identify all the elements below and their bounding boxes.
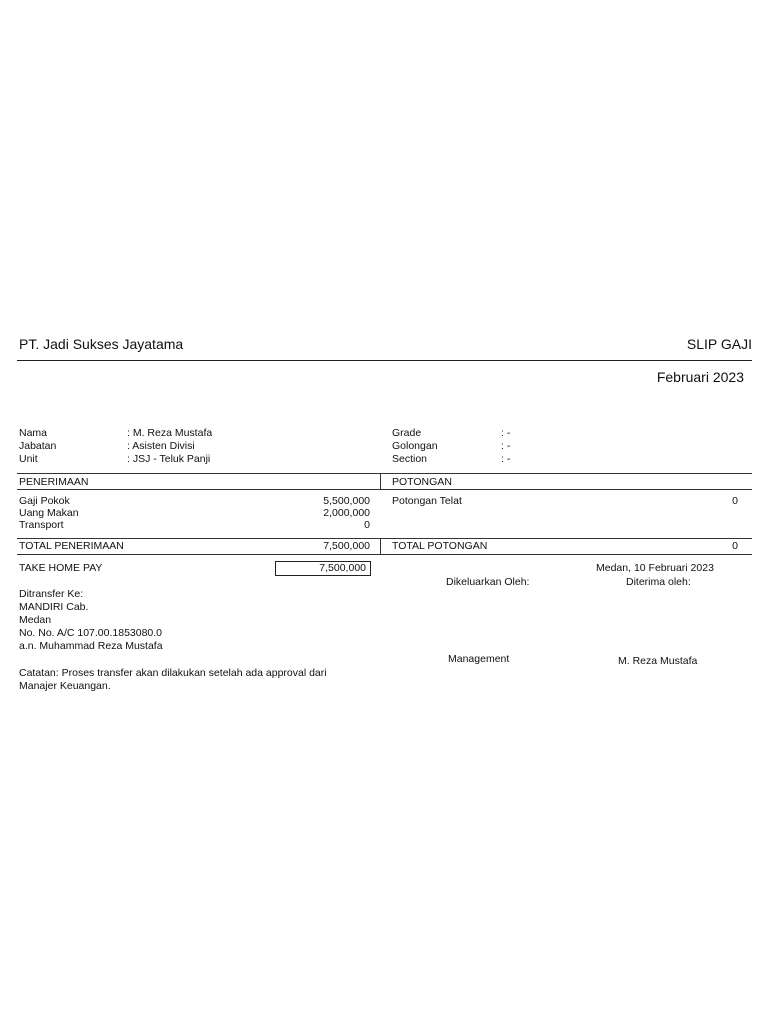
take-home-label: TAKE HOME PAY bbox=[19, 562, 103, 574]
total-deductions-label: TOTAL POTONGAN bbox=[392, 540, 488, 552]
total-earnings-label: TOTAL PENERIMAAN bbox=[19, 540, 124, 552]
place-date: Medan, 10 Februari 2023 bbox=[596, 562, 714, 574]
issuer-name: Management bbox=[448, 653, 510, 665]
unit-label: Unit bbox=[19, 453, 38, 465]
receiver-name: M. Reza Mustafa bbox=[618, 655, 698, 667]
totals-top-rule bbox=[17, 538, 752, 539]
transfer-line-3: Medan bbox=[19, 614, 52, 626]
totals-divider bbox=[380, 538, 381, 554]
golongan-value: : - bbox=[501, 440, 511, 452]
grade-value: : - bbox=[501, 427, 511, 439]
transfer-line-1: Ditransfer Ke: bbox=[19, 588, 84, 600]
heading-divider bbox=[380, 473, 381, 489]
received-by-label: Diterima oleh: bbox=[626, 576, 691, 588]
name-value: : M. Reza Mustafa bbox=[127, 427, 213, 439]
earning-amount-transport: 0 bbox=[364, 519, 370, 531]
position-label: Jabatan bbox=[19, 440, 57, 452]
transfer-line-2: MANDIRI Cab. bbox=[19, 601, 89, 613]
note-line-1: Catatan: Proses transfer akan dilakukan setelah ada approval dari bbox=[19, 667, 327, 679]
unit-value: : JSJ - Teluk Panji bbox=[127, 453, 211, 465]
transfer-line-4: No. No. A/C 107.00.1853080.0 bbox=[19, 627, 163, 639]
name-label: Nama bbox=[19, 427, 48, 439]
earning-label-basic: Gaji Pokok bbox=[19, 495, 70, 507]
section-value: : - bbox=[501, 453, 511, 465]
earning-amount-meal: 2,000,000 bbox=[323, 507, 370, 519]
take-home-amount: 7,500,000 bbox=[319, 562, 366, 574]
issued-by-label: Dikeluarkan Oleh: bbox=[446, 576, 530, 588]
earning-label-transport: Transport bbox=[19, 519, 64, 531]
total-deductions-amount: 0 bbox=[732, 540, 738, 552]
note-line-2: Manajer Keuangan. bbox=[19, 680, 111, 692]
totals-bottom-rule bbox=[17, 554, 752, 555]
golongan-label: Golongan bbox=[392, 440, 438, 452]
total-earnings-amount: 7,500,000 bbox=[323, 540, 370, 552]
deductions-heading: POTONGAN bbox=[392, 476, 452, 488]
earning-label-meal: Uang Makan bbox=[19, 507, 79, 519]
document-title: SLIP GAJI bbox=[686, 336, 752, 352]
section-label: Section bbox=[392, 453, 428, 465]
position-value: : Asisten Divisi bbox=[127, 440, 195, 452]
earning-amount-basic: 5,500,000 bbox=[323, 495, 370, 507]
earnings-heading: PENERIMAAN bbox=[19, 476, 89, 488]
deduction-amount-late: 0 bbox=[732, 495, 738, 507]
company-name: PT. Jadi Sukses Jayatama bbox=[19, 336, 184, 352]
table-top-rule bbox=[17, 473, 752, 474]
grade-label: Grade bbox=[392, 427, 422, 439]
deduction-label-late: Potongan Telat bbox=[392, 495, 462, 507]
header-divider bbox=[17, 360, 752, 361]
table-heading-rule bbox=[17, 489, 752, 490]
transfer-line-5: a.n. Muhammad Reza Mustafa bbox=[19, 640, 163, 652]
pay-period: Februari 2023 bbox=[656, 369, 744, 385]
